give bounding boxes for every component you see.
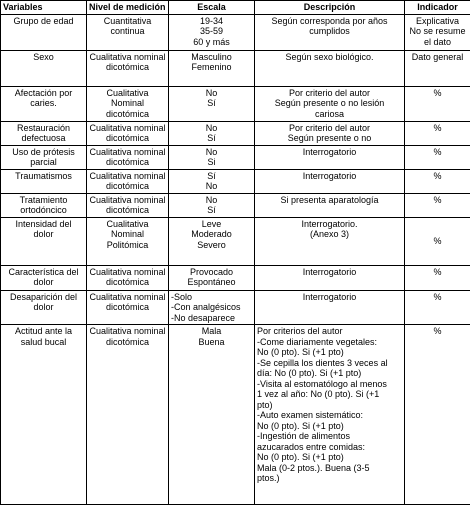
- table-row: [1, 50, 470, 86]
- header-indicador: Indicador: [405, 1, 470, 15]
- cell-indicador: %: [405, 193, 470, 217]
- cell-escala: 19-34 35-59 60 y más: [169, 14, 255, 50]
- cell-nivel: Cualitativa nominal dicotómica: [87, 290, 169, 325]
- cell-descripcion: Por criterios del autor -Come diariamente vegetales: No (0 pto). Si (+1 pto) -Se cepilla los dientes 3 veces al día: No (0 pto). Si (+1 pto) -Visita al estomatólogo al menos 1 vez al año: No (0 pto). Si (+1 pto) -Auto examen sistemático: No (0 pto). Si (+1 pto) -Ingestión de alimentos azucarados entre comidas: No (0 pto). Si (+1 pto) Mala (0-2 ptos.). Buena (3-5 ptos.): [255, 325, 405, 505]
- cell-escala: No Sí: [169, 121, 255, 145]
- table-row: [1, 14, 470, 50]
- cell-variable: Actitud ante la salud bucal: [1, 325, 87, 505]
- cell-escala: Sí No: [169, 169, 255, 193]
- cell-descripcion: Interrogatorio. (Anexo 3): [255, 217, 405, 265]
- cell-indicador: %: [405, 325, 470, 505]
- cell-escala: No Sí: [169, 193, 255, 217]
- cell-variable: Uso de prótesis parcial: [1, 145, 87, 169]
- cell-nivel: Cualitativa nominal dicotómica: [87, 121, 169, 145]
- cell-variable: Sexo: [1, 50, 87, 86]
- cell-variable: Grupo de edad: [1, 14, 87, 50]
- cell-indicador: %: [405, 86, 470, 121]
- cell-escala: No Si: [169, 145, 255, 169]
- cell-nivel: Cuantitativa continua: [87, 14, 169, 50]
- cell-variable: Característica del dolor: [1, 265, 87, 290]
- cell-escala: -Solo -Con analgésicos -No desaparece: [169, 290, 255, 325]
- cell-variable: Restauración defectuosa: [1, 121, 87, 145]
- cell-indicador: %: [405, 145, 470, 169]
- cell-nivel: Cualitativa nominal dicotómica: [87, 145, 169, 169]
- cell-nivel: Cualitativa nominal dicotómica: [87, 169, 169, 193]
- cell-nivel: Cualitativa nominal dicotómica: [87, 50, 169, 86]
- cell-descripcion: Por criterio del autor Según presente o no lesión cariosa: [255, 86, 405, 121]
- cell-indicador: %: [405, 217, 470, 265]
- table-row: [1, 121, 470, 145]
- cell-indicador: %: [405, 290, 470, 325]
- cell-variable: Tratamiento ortodóncico: [1, 193, 87, 217]
- cell-descripcion: Interrogatorio: [255, 265, 405, 290]
- header-descripcion: Descripción: [255, 1, 405, 15]
- cell-indicador: %: [405, 169, 470, 193]
- cell-nivel: Cualitativa Nominal dicotómica: [87, 86, 169, 121]
- header-escala: Escala: [169, 1, 255, 15]
- cell-indicador: %: [405, 265, 470, 290]
- header-nivel: Nivel de medición: [87, 1, 169, 15]
- table-row: [1, 325, 470, 505]
- cell-escala: Mala Buena: [169, 325, 255, 505]
- cell-descripcion: Interrogatorio: [255, 145, 405, 169]
- header-row: [1, 1, 470, 15]
- table-row: [1, 169, 470, 193]
- cell-variable: Afectación por caries.: [1, 86, 87, 121]
- cell-indicador: %: [405, 121, 470, 145]
- cell-variable: Traumatismos: [1, 169, 87, 193]
- table-row: [1, 86, 470, 121]
- header-variables: Variables: [1, 1, 87, 15]
- cell-descripcion: Interrogatorio: [255, 290, 405, 325]
- cell-indicador: Dato general: [405, 50, 470, 86]
- cell-descripcion: Según sexo biológico.: [255, 50, 405, 86]
- cell-variable: Intensidad del dolor: [1, 217, 87, 265]
- cell-escala: Provocado Espontáneo: [169, 265, 255, 290]
- table-row: [1, 265, 470, 290]
- cell-descripcion: Si presenta aparatología: [255, 193, 405, 217]
- cell-descripcion: Por criterio del autor Según presente o no: [255, 121, 405, 145]
- cell-descripcion: Según corresponda por años cumplidos: [255, 14, 405, 50]
- cell-variable: Desaparición del dolor: [1, 290, 87, 325]
- cell-nivel: Cualitativa Nominal Politómica: [87, 217, 169, 265]
- cell-escala: Masculino Femenino: [169, 50, 255, 86]
- cell-indicador: Explicativa No se resume el dato: [405, 14, 470, 50]
- cell-nivel: Cualitativa nominal dicotómica: [87, 193, 169, 217]
- cell-descripcion: Interrogatorio: [255, 169, 405, 193]
- cell-escala: No Sí: [169, 86, 255, 121]
- cell-nivel: Cualitativa nominal dicotómica: [87, 265, 169, 290]
- cell-escala: Leve Moderado Severo: [169, 217, 255, 265]
- table-row: [1, 217, 470, 265]
- table-row: [1, 145, 470, 169]
- cell-nivel: Cualitativa nominal dicotómica: [87, 325, 169, 505]
- table-row: [1, 290, 470, 325]
- table-row: [1, 193, 470, 217]
